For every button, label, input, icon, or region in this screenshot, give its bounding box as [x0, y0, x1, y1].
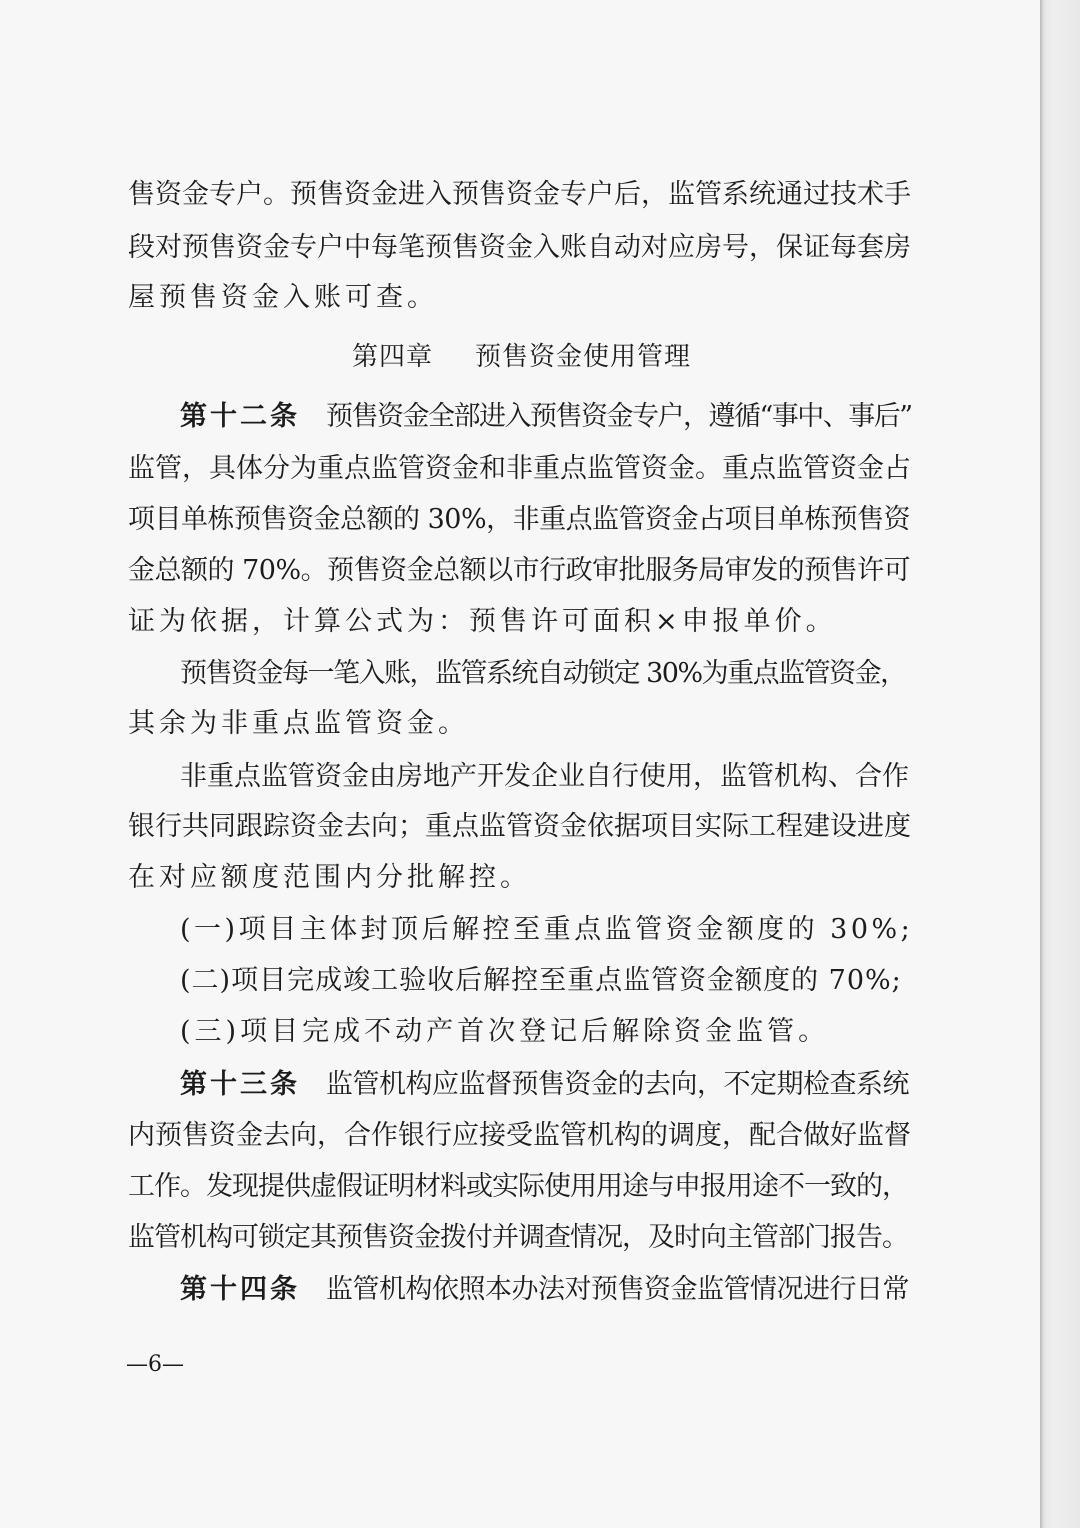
text-line: 工作。发现提供虚假证明材料或实际使用用途与申报用途不一致的，: [128, 1171, 908, 1202]
article-12-label: 第十二条: [180, 401, 300, 432]
text-line: 内预售资金去向，合作银行应接受监管机构的调度，配合做好监督: [128, 1120, 911, 1151]
list-item: (一)项目主体封顶后解控至重点监管资金额度的 30%;: [180, 914, 914, 945]
article-14-first-line: [180, 1270, 909, 1310]
text-line: 银行共同跟踪资金去向；重点监管资金依据项目实际工程建设进度: [128, 811, 911, 842]
text-line: 监管，具体分为重点监管资金和非重点监管资金。重点监管资金占: [128, 453, 911, 484]
text-line: 在对应额度范围内分批解控。: [128, 862, 531, 893]
text-line: 金总额的 70%。预售资金总额以市行政审批服务局审发的预售许可: [128, 555, 911, 586]
article-14-text: 监管机构依照本办法对预售资金监管情况进行日常: [326, 1274, 909, 1305]
chapter-title: 预售资金使用管理: [475, 342, 692, 372]
text-line: 其余为非重点监管资金。: [128, 708, 469, 739]
article-13-first-line: [180, 1065, 909, 1105]
list-item: (三)项目完成不动产首次登记后解除资金监管。: [180, 1016, 830, 1047]
text-line: 售资金专户。预售资金进入预售资金专户后，监管系统通过技术手: [128, 179, 911, 210]
article-13-text: 监管机构应监督预售资金的去向，不定期检查系统: [326, 1069, 909, 1100]
text-line: 证为依据，计算公式为：预售许可面积×申报单价。: [128, 606, 837, 637]
article-13-label: 第十三条: [180, 1069, 300, 1100]
chapter-number: 第四章: [352, 342, 434, 372]
scan-edge: [1040, 0, 1080, 1528]
list-item: (二)项目完成竣工验收后解控至重点监管资金额度的 70%;: [180, 965, 902, 996]
chapter-heading: [352, 337, 691, 377]
article-14-label: 第十四条: [180, 1274, 300, 1305]
paragraph-use-line: 非重点监管资金由房地产开发企业自行使用，监管机构、合作: [180, 761, 909, 792]
text-line: 段对预售资金专户中每笔预售资金入账自动对应房号，保证每套房: [128, 232, 911, 263]
paragraph-lock-line: 预售资金每一笔入账，监管系统自动锁定 30%为重点监管资金，: [180, 658, 906, 689]
text-line: 监管机构可锁定其预售资金拨付并调查情况，及时向主管部门报告。: [128, 1222, 908, 1253]
text-line: 项目单栋预售资金总额的 30%，非重点监管资金占项目单栋预售资: [128, 504, 911, 535]
page-number: —6—: [126, 1352, 184, 1377]
text-line: 屋预售资金入账可查。: [128, 282, 438, 313]
article-12-text: 预售资金全部进入预售资金专户，遵循“事中、事后”: [326, 401, 912, 432]
article-12-first-line: [180, 397, 912, 437]
